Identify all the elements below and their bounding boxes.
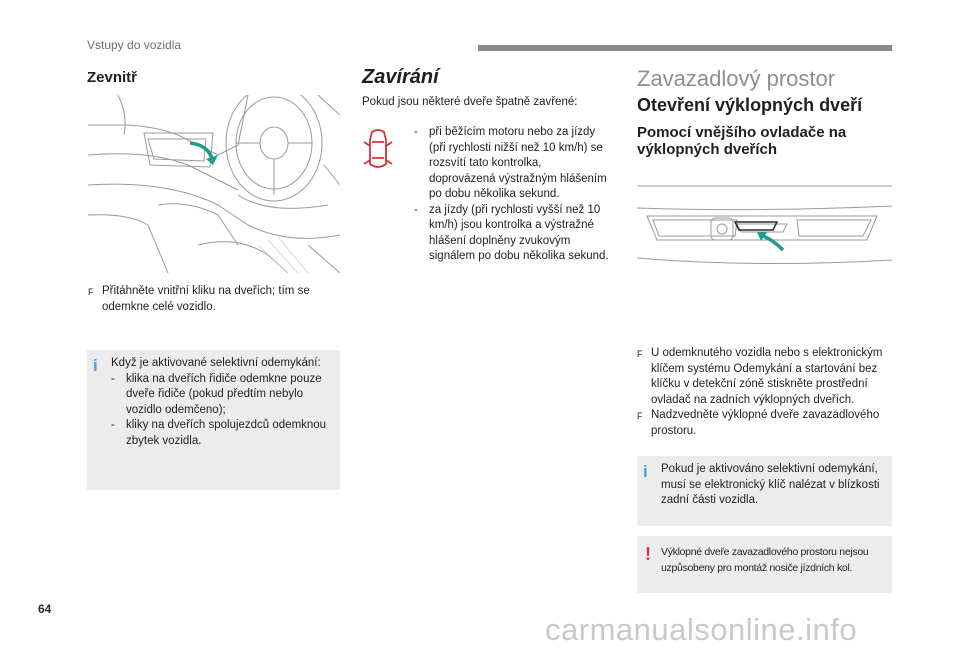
header-bar — [478, 45, 892, 51]
bullet-text: Přitáhněte vnitřní kliku na dveřích; tím se odemkne celé vozidlo. — [102, 285, 310, 313]
warning-exclamation-icon: ! — [645, 544, 651, 564]
lamp-item-low-speed: při běžícím motoru nebo za jízdy (při rychlosti nižší než 10 km/h) se rozsvítí tato kontrolka, doprovázená výstražným hlášením po dobu několika sekund. — [429, 126, 607, 200]
warning-lamp-section: - při běžícím motoru nebo za jízdy (při rychlosti nižší než 10 km/h) se rozsvítí tato kontrolka, doprovázená výstražným hlášením po dobu několika sekund. - za jízdy (při rychlosti vyšší než 10 km/h) jsou kontrolka a výstražné hlášení doplněny zvukovým signálem po dobu několika sekund. — [362, 120, 612, 298]
bullet-unlock-press: U odemknutého vozidla nebo s elektronickým klíčem systému Odemykání a startování bez klíčku v detekční zóně stiskněte prostřední ovladač na zadních výklopných dveřích. — [651, 347, 883, 406]
info-item-driver: klika na dveřích řidiče odemkne pouze dveře řidiče (pokud předtím nebylo vozidlo odemčeno); — [126, 372, 322, 416]
bullet-lift-tailgate: Nadzvedněte výklopné dveře zavazadlového prostoru. — [651, 409, 880, 437]
car-interior-door-handle-illustration — [88, 95, 340, 273]
warning-box-bike-carrier — [637, 536, 892, 593]
heading-zevnitr: Zevnitř — [87, 69, 138, 86]
bullet-door-handle — [88, 284, 340, 315]
info-item-passengers: kliky na dveřích spolujezdců odemknou zbytek vozidla. — [126, 419, 327, 447]
intro-text: Pokud jsou některé dveře špatně zavřené: — [362, 96, 578, 108]
info-text: Pokud je aktivováno selektivní odemykání, musí se elektronický klíč nalézat v blízkosti zadní části vozidla. — [661, 463, 880, 506]
warning-text: Výklopné dveře zavazadlového prostoru nejsou uzpůsobeny pro montáž nosiče jízdních kol. — [661, 546, 869, 574]
subheading-exterior-control: Pomocí vnějšího ovladače na výklopných dveřích — [637, 124, 847, 158]
info-box-selective-key — [637, 456, 892, 526]
info-box-selective-unlock: i Když je aktivované selektivní odemykání: - klika na dveřích řidiče odemkne pouze dveře řidiče (pokud předtím nebylo vozidlo odemčeno); - kliky na dveřích spolujezdců odemknou zbytek vozidla. — [87, 350, 340, 490]
bullet-marker: F — [88, 287, 94, 297]
right-bullets — [637, 346, 892, 439]
bullet-marker: F — [637, 349, 643, 359]
watermark: carmanualsonline.info — [545, 612, 858, 647]
heading-otevreni: Otevření výklopných dveří — [637, 95, 863, 115]
heading-zavazadlovy-prostor: Zavazadlový prostor — [637, 66, 836, 91]
page-number: 64 — [38, 602, 52, 616]
tailgate-handle-illustration — [637, 178, 892, 281]
door-open-warning-icon — [362, 126, 394, 174]
info-icon: i — [93, 356, 98, 375]
bullet-marker: F — [637, 411, 643, 421]
lamp-item-high-speed: za jízdy (při rychlosti vyšší než 10 km/h) jsou kontrolka a výstražné hlášení doplněny zvukovým signálem po dobu několika sekund. — [429, 203, 609, 262]
info-intro: Když je aktivované selektivní odemykání: — [111, 357, 321, 369]
info-icon: i — [643, 462, 648, 481]
heading-zavirani: Zavírání — [362, 66, 439, 88]
section-header: Vstupy do vozidla — [87, 38, 182, 52]
